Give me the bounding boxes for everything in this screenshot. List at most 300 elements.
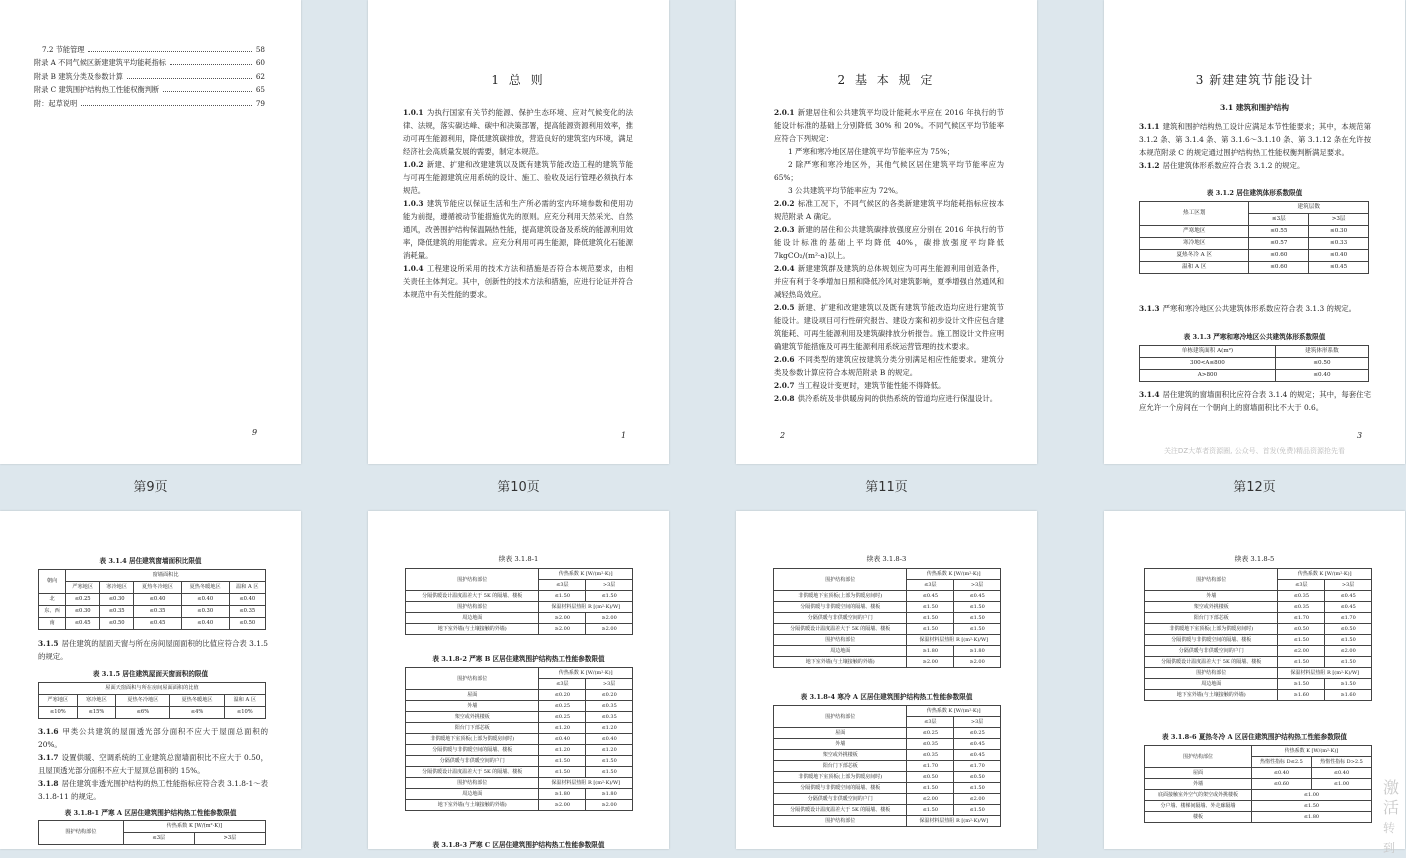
table-cell: 非供暖地下室顶板(上部为供暖房间时) (774, 772, 907, 783)
table-cell: ≤0.45 (954, 591, 1001, 602)
clause-number: 3.1.3 (1139, 304, 1160, 313)
table-cell: ≤1.50 (539, 756, 586, 767)
table-cell: ≤0.30 (66, 606, 100, 618)
table-cell: ≤0.50 (1325, 624, 1372, 635)
table-cell: ≤0.25 (539, 712, 586, 723)
table-header: 传热系数 K [W/(m²·K)] (539, 569, 633, 580)
table-cell: ≤1.70 (907, 761, 954, 772)
table-cell: ≤1.20 (539, 745, 586, 756)
table-cell: 围护结构部位 (774, 816, 907, 827)
table-row (1140, 262, 1369, 274)
table-row (39, 594, 266, 606)
toc-page: 79 (255, 99, 265, 108)
table-cell: 分隔供暖设计温度温差大于 5K 的隔墙、楼板 (1145, 657, 1278, 668)
clause-text: 3 公共建筑平均节能率应为 72%。 (788, 186, 903, 195)
table-cell: ≤0.40 (229, 594, 265, 606)
table-cell: ≤1.50 (954, 783, 1001, 794)
table-header: 传热系数 K [W/(m²·K)] (539, 668, 633, 679)
clause-number: 2.0.1 (774, 108, 795, 117)
clause-number: 2.0.6 (774, 355, 795, 364)
table-cell: ≤0.45 (954, 750, 1001, 761)
table-cell: ≤1.50 (954, 613, 1001, 624)
table-cell: ≤1.50 (907, 783, 954, 794)
table-row (774, 635, 1001, 646)
table-header: 围护结构部位 (406, 569, 539, 591)
table-cell: ≤1.00 (1251, 790, 1371, 801)
table-row (774, 750, 1001, 761)
document-page-14[interactable] (368, 511, 669, 849)
table-cell: ≤0.50 (229, 618, 265, 630)
table-cell: ≤1.80 (1251, 812, 1371, 823)
table-cell: ≤1.70 (954, 761, 1001, 772)
table-header: 传热系数 K [W/(m²·K)] (1251, 746, 1371, 757)
table-cell: 阳台门下部芯板 (406, 723, 539, 734)
table-cell: 分隔供暖与非供暖空间的户门 (774, 613, 907, 624)
table-header: >3层 (586, 580, 633, 591)
table-header: >3层 (194, 833, 265, 845)
table-cell: ≥2.00 (907, 657, 954, 668)
table-title: 表 3.1.8-4 寒冷 A 区居住建筑围护结构热工性能参数限值 (800, 693, 973, 701)
clause-text: 新建的居住和公共建筑碳排放强度应分别在 2016 年执行的节能设计标准的基础上平均降低 40%，碳排放强度平均降低 7kgCO₂/(m²·a)以上。 (774, 225, 1004, 260)
clause-text: 新建、扩建和改建建筑以及既有建筑节能改造工程的建筑节能与可再生能源建筑应用系统的设计、施工、验收及运行管理必须执行本规范。 (403, 160, 633, 195)
table-row (774, 761, 1001, 772)
body-text (38, 637, 268, 663)
table-cell: ≤2.00 (907, 794, 954, 805)
table-cell: ≤0.25 (66, 594, 100, 606)
table-cell: ≥2.00 (539, 613, 586, 624)
section-title: 3.1 建筑和围护结构 (1219, 103, 1289, 112)
toc-page: 65 (255, 85, 265, 94)
table-cell: ≤0.45 (907, 591, 954, 602)
table-cell: 地下室外墙(与土壤接触的外墙) (406, 624, 539, 635)
table-row (774, 591, 1001, 602)
table-row (406, 778, 633, 789)
table-cell: 围护结构部位 (774, 635, 907, 646)
table-cell: ≤0.45 (1309, 262, 1369, 274)
table-cell: ≤1.50 (586, 591, 633, 602)
table-cell: 外墙 (1145, 591, 1278, 602)
table-cell: ≤1.70 (1278, 613, 1325, 624)
table-cell: ≤0.40 (586, 734, 633, 745)
clause-text: 为执行国家有关节约能源、保护生态环境、应对气候变化的法律、法规，落实碳达峰、碳中和决策部署，提高能源资源利用效率，推动可再生能源利用，降低建筑碳排放，营造良好的建筑室内环境，满足经济社会高质量发展的需要，制定本规范。 (403, 108, 633, 156)
table-header: 传热系数 K [W/(m²·K)] (1278, 569, 1372, 580)
table-cell: 底面接触室外空气的架空或外挑楼板 (1145, 790, 1252, 801)
table-header: 严寒地区 (66, 582, 100, 594)
clause-text: 居住建筑的屋面天窗与所在房间屋面面积的比值应符合表 3.1.5 的规定。 (38, 639, 268, 661)
table-row (406, 613, 633, 624)
table-row (1145, 613, 1372, 624)
data-table (1144, 568, 1372, 701)
table-header: 围护结构部位 (774, 569, 907, 591)
body-text (1139, 388, 1371, 414)
table-row (39, 618, 266, 630)
table-header: ≤3层 (1249, 214, 1309, 226)
table-cell: ≥1.50 (1325, 679, 1372, 690)
clause-number: 1.0.4 (403, 264, 424, 273)
table-cell: ≤0.35 (229, 606, 265, 618)
table-cell: 分隔供暖与非供暖空间的隔墙、楼板 (774, 602, 907, 613)
clause-text: 新建居住和公共建筑平均设计能耗水平应在 2016 年执行的节能设计标准的基础上分别降低 30% 和 20%。不同气候区平均节能率应符合下列规定： (774, 108, 1004, 143)
document-page-16[interactable] (1104, 511, 1405, 849)
table-row (774, 783, 1001, 794)
table-header: 寒冷地区 (77, 695, 116, 707)
table-cell: 保温材料层热阻 R [(m²·K)/W] (539, 778, 633, 789)
table-cell: ≥2.00 (586, 800, 633, 811)
table-row (1145, 801, 1372, 812)
table-header: 热惰性指标 D>2.5 (1311, 757, 1371, 768)
table-cell: ≤0.45 (1325, 602, 1372, 613)
table-cell: ≤0.25 (954, 728, 1001, 739)
table-cell: ≥2.00 (586, 613, 633, 624)
clause-number: 2.0.7 (774, 381, 795, 390)
table-cell: 周边地面 (406, 613, 539, 624)
data-table (1139, 201, 1369, 274)
clause-text: 居住建筑体形系数应符合表 3.1.2 的规定。 (1162, 161, 1305, 170)
table-row (1145, 668, 1372, 679)
document-page-15[interactable] (736, 511, 1037, 849)
page-caption: 第11页 (865, 480, 908, 495)
clause-text: 标准工况下，不同气候区的各类新建建筑平均能耗指标应按本规范附录 A 确定。 (774, 199, 1004, 221)
table-cell: ≤1.50 (1278, 635, 1325, 646)
body-text (774, 106, 1004, 405)
clause-text: 严寒和寒冷地区公共建筑体形系数应符合表 3.1.3 的规定。 (1162, 304, 1357, 313)
clause-text: 建筑节能应以保证生活和生产所必需的室内环境参数和使用功能为前提，遵循被动节能措施优先的原则。应充分利用天然采光、自然通风，改善围护结构保温隔热性能，提高建筑设备及系统的能源利用效率，降低建筑的用能需求。应充分利用可再生能源，降低建筑化石能源消耗量。 (403, 199, 633, 260)
document-page-10[interactable] (368, 0, 669, 464)
table-cell: 北 (39, 594, 66, 606)
table-cell: ≤1.50 (586, 767, 633, 778)
table-cell: ≥1.80 (907, 646, 954, 657)
table-cell: ≤0.35 (586, 701, 633, 712)
table-cell: 保温材料层热阻 R [(m²·K)/W] (907, 816, 1001, 827)
table-header: 建筑层数 (1249, 202, 1369, 214)
table-cell: ≤1.50 (539, 767, 586, 778)
table-header: 热惰性指标 D≤2.5 (1251, 757, 1311, 768)
table-cell: 保温材料层热阻 R [(m²·K)/W] (539, 602, 633, 613)
page-caption: 第12页 (1233, 480, 1276, 495)
table-cell: ≤1.50 (907, 624, 954, 635)
table-row (406, 745, 633, 756)
watermark-line: 激活 (1383, 778, 1400, 817)
clause-number: 3.1.5 (38, 639, 59, 648)
table-cell: 分户墙、楼梯间隔墙、外走廊隔墙 (1145, 801, 1252, 812)
table-cell: ≤0.50 (907, 772, 954, 783)
table-cell: ≤1.50 (954, 602, 1001, 613)
clause-number: 2.0.3 (774, 225, 795, 234)
table-row (774, 739, 1001, 750)
table-row (406, 701, 633, 712)
table-row (1145, 591, 1372, 602)
table-header: 夏热冬暖地区 (170, 695, 224, 707)
table-cell: 周边地面 (406, 789, 539, 800)
clause-number: 2.0.8 (774, 394, 795, 403)
table-row (406, 624, 633, 635)
clause-number: 3.1.8 (38, 779, 59, 788)
table-cell: 非供暖地下室顶板(上部为供暖房间时) (406, 734, 539, 745)
table-cell: ≤1.50 (1278, 657, 1325, 668)
chapter-title: 3 新建建筑节能设计 (1195, 73, 1314, 87)
table-cell: ≤1.50 (1325, 657, 1372, 668)
table-cell: 保温材料层热阻 R [(m²·K)/W] (1278, 668, 1372, 679)
body-text (1139, 302, 1371, 315)
table-cell: ≤0.60 (1249, 250, 1309, 262)
table-header: >3层 (954, 580, 1001, 591)
table-row (1140, 370, 1369, 382)
table-cell: ≤0.40 (181, 594, 229, 606)
table-cell: 分隔供暖与非供暖空间的户门 (406, 756, 539, 767)
activation-watermark (1383, 778, 1406, 858)
table-cell: ≤0.40 (1275, 370, 1368, 382)
table-row (774, 613, 1001, 624)
table-cell: 寒冷地区 (1140, 238, 1249, 250)
table-cell: ≥2.00 (954, 657, 1001, 668)
table-continued-title: 续表 3.1.8-5 (1234, 555, 1275, 563)
table-cell: 东、西 (39, 606, 66, 618)
table-cell: ≤0.57 (1249, 238, 1309, 250)
table-cell: 分隔供暖设计温度温差大于 5K 的隔墙、楼板 (774, 805, 907, 816)
page-number: 9 (252, 428, 258, 437)
table-cell: ≤0.25 (539, 701, 586, 712)
table-cell: 地下室外墙(与土壤接触的外墙) (1145, 690, 1278, 701)
table-cell: ≤1.20 (539, 723, 586, 734)
toc-page: 60 (255, 58, 265, 67)
table-cell: 分隔供暖设计温度温差大于 5K 的隔墙、楼板 (406, 767, 539, 778)
data-table (38, 682, 266, 719)
table-cell: 楼板 (1145, 812, 1252, 823)
table-cell: ≤1.50 (1325, 635, 1372, 646)
table-header: 热工区划 (1140, 202, 1249, 226)
table-cell: ≤1.50 (907, 602, 954, 613)
table-cell: 架空或外挑楼板 (406, 712, 539, 723)
table-row (774, 805, 1001, 816)
document-page-9[interactable] (0, 0, 301, 464)
clause-text: 不同类型的建筑应按建筑分类分别满足相应性能要求。建筑分类及参数计算应符合本规范附录 B 的规定。 (774, 355, 1004, 377)
table-row (406, 789, 633, 800)
table-header: 寒冷地区 (100, 582, 134, 594)
data-table (38, 820, 266, 845)
table-row (1140, 238, 1369, 250)
table-cell: 严寒地区 (1140, 226, 1249, 238)
table-cell: ≥1.80 (539, 789, 586, 800)
table-row (1145, 635, 1372, 646)
table-cell: ≤1.50 (1251, 801, 1371, 812)
toc-entry[interactable] (34, 56, 265, 69)
table-cell: ≤1.20 (586, 723, 633, 734)
toc-label: 附：起草说明 (34, 99, 78, 108)
table-cell: ≤0.33 (1309, 238, 1369, 250)
table-row (1145, 602, 1372, 613)
footer-watermark: 关注DZ大革者资源圈, 公众号、首发(免费)精品资源抢先看 (1163, 447, 1346, 455)
table-cell: ≤0.60 (1249, 262, 1309, 274)
table-cell: ≥1.60 (1278, 690, 1325, 701)
clause-text: 1 严寒和寒冷地区居住建筑平均节能率应为 75%； (788, 147, 955, 156)
table-header: 夏热冬暖地区 (181, 582, 229, 594)
table-cell: 阳台门下部芯板 (774, 761, 907, 772)
page-number: 3 (1357, 431, 1363, 440)
table-row (1145, 812, 1372, 823)
table-header: 建筑体形系数 (1275, 346, 1368, 358)
table-row (406, 800, 633, 811)
clause-text: 居住建筑的窗墙面积比应符合表 3.1.4 的规定；其中，每套住宅应允许一个房间在一个朝向上的窗墙面积比不大于 0.6。 (1139, 390, 1371, 412)
data-table (1139, 345, 1369, 382)
table-continued-title: 续表 3.1.8-3 (866, 555, 907, 563)
body-text (38, 725, 268, 803)
table-cell: ≤0.25 (907, 728, 954, 739)
data-table (38, 569, 266, 630)
table-cell: 南 (39, 618, 66, 630)
clause-number: 2.0.2 (774, 199, 795, 208)
table-cell: 分隔供暖设计温度温差大于 5K 的隔墙、楼板 (406, 591, 539, 602)
table-row (1145, 790, 1372, 801)
body-text (1139, 120, 1371, 172)
table-cell: 围护结构部位 (1145, 668, 1278, 679)
table-cell: ≤1.50 (907, 613, 954, 624)
table-title: 表 3.1.8-2 严寒 B 区居住建筑围护结构热工性能参数限值 (432, 655, 605, 663)
table-cell: 保温材料层热阻 R [(m²·K)/W] (907, 635, 1001, 646)
table-row (1145, 779, 1372, 790)
table-cell: ≤0.50 (1278, 624, 1325, 635)
clause-text: 甲类公共建筑的屋面透光部分面积不应大于屋面总面积的 20%。 (38, 727, 268, 749)
table-cell: ≤1.50 (954, 805, 1001, 816)
table-cell: ≤1.50 (586, 756, 633, 767)
table-cell: ≥1.80 (954, 646, 1001, 657)
table-cell: 分隔供暖与非供暖空间的隔墙、楼板 (774, 783, 907, 794)
table-row (774, 657, 1001, 668)
table-cell: ≤0.45 (1325, 591, 1372, 602)
table-header: 围护结构部位 (406, 668, 539, 690)
table-header: 屋面天窗面积与所在房间屋面面积的比值 (39, 683, 266, 695)
table-row (774, 624, 1001, 635)
table-cell: 非供暖地下室顶板(上部为供暖房间时) (1145, 624, 1278, 635)
table-cell: ≤0.55 (1249, 226, 1309, 238)
data-table (773, 705, 1001, 827)
toc-entry[interactable] (34, 43, 265, 56)
table-header: 夏热冬冷地区 (134, 582, 182, 594)
table-cell: 阳台门下部芯板 (1145, 613, 1278, 624)
table-cell: ≤0.30 (181, 606, 229, 618)
table-title: 表 3.1.8-3 严寒 C 区居住建筑围护结构热工性能参数限值 (432, 841, 605, 849)
clause-text: 当工程设计变更时，建筑节能性能不得降低。 (797, 381, 946, 390)
table-cell: 分隔供暖与非供暖空间的户门 (1145, 646, 1278, 657)
toc-entry[interactable] (34, 70, 265, 83)
table-header: >3层 (1309, 214, 1369, 226)
table-cell: ≤0.40 (1251, 768, 1311, 779)
table-header: >3层 (1325, 580, 1372, 591)
toc-entry[interactable] (34, 97, 265, 110)
table-title: 表 3.1.5 居住建筑屋面天窗面积的限值 (92, 670, 209, 678)
toc-entry[interactable] (34, 83, 265, 96)
table-row (774, 728, 1001, 739)
table-cell: 温和 A 区 (1140, 262, 1249, 274)
table-header: 围护结构部位 (1145, 569, 1278, 591)
table-header: ≤3层 (1278, 580, 1325, 591)
table-row (406, 723, 633, 734)
table-row (774, 794, 1001, 805)
table-cell: ≤1.70 (1325, 613, 1372, 624)
table-cell: 架空或外挑楼板 (774, 750, 907, 761)
table-row (1140, 226, 1369, 238)
table-row (1140, 358, 1369, 370)
table-cell: ≤15% (77, 707, 116, 719)
document-page-13[interactable] (0, 511, 301, 849)
table-title: 表 3.1.8-1 严寒 A 区居住建筑围护结构热工性能参数限值 (64, 809, 237, 817)
toc-label: 7.2 节能管理 (42, 45, 85, 54)
table-row (1145, 646, 1372, 657)
table-header: ≤3层 (539, 580, 586, 591)
clause-number: 3.1.7 (38, 753, 59, 762)
table-cell: ≤0.35 (1278, 591, 1325, 602)
table-cell: 围护结构部位 (406, 778, 539, 789)
table-row (406, 756, 633, 767)
data-table (405, 568, 633, 635)
table-cell: ≤0.40 (134, 594, 182, 606)
clause-text: 新建建筑群及建筑的总体规划应为可再生能源利用创造条件，并应有利于冬季增加日照和降低冷风对建筑影响，夏季增强自然通风和减轻热岛效应。 (774, 264, 1004, 299)
table-row (406, 712, 633, 723)
table-header: 温和 A 区 (224, 695, 265, 707)
table-header: 温和 A 区 (229, 582, 265, 594)
table-cell: ≥2.00 (539, 800, 586, 811)
table-row (406, 602, 633, 613)
table-header: 传热系数 K [W/(m²·K)] (907, 706, 1001, 717)
table-header: ≤3层 (907, 580, 954, 591)
document-page-11[interactable] (736, 0, 1037, 464)
table-cell: ≤0.35 (907, 739, 954, 750)
table-cell: 地下室外墙(与土壤接触的外墙) (406, 800, 539, 811)
table-header: 窗墙面积比 (66, 570, 266, 582)
clause-text: 居住建筑非透光围护结构的热工性能指标应符合表 3.1.8-1～表 3.1.8-11 的规定。 (38, 779, 268, 801)
watermark-line: 转到 (1383, 821, 1396, 855)
table-cell: ≤0.50 (954, 772, 1001, 783)
table-cell: ≤0.35 (1278, 602, 1325, 613)
table-row (774, 816, 1001, 827)
chapter-title: 1 总 则 (491, 73, 546, 87)
table-continued-title: 续表 3.1.8-1 (498, 555, 539, 563)
table-cell: 外墙 (774, 739, 907, 750)
clause-number: 3.1.6 (38, 727, 59, 736)
table-cell: 外墙 (406, 701, 539, 712)
table-cell: ≤0.35 (586, 712, 633, 723)
table-cell: ≤0.50 (1275, 358, 1368, 370)
table-row (406, 734, 633, 745)
table-cell: 分隔供暖与非供暖空间的隔墙、楼板 (406, 745, 539, 756)
table-cell: ≤0.45 (954, 739, 1001, 750)
table-row (406, 690, 633, 701)
table-cell: ≤2.00 (1278, 646, 1325, 657)
clause-number: 3.1.1 (1139, 122, 1160, 131)
document-page-12[interactable] (1104, 0, 1405, 464)
table-cell: 围护结构部位 (406, 602, 539, 613)
table-cell: ≤0.45 (66, 618, 100, 630)
table-header: 传热系数 K [W/(m²·K)] (907, 569, 1001, 580)
clause-number: 3.1.2 (1139, 161, 1160, 170)
table-cell: ≤1.50 (907, 805, 954, 816)
table-cell: ≤6% (116, 707, 170, 719)
body-text (403, 106, 633, 301)
table-cell: ≤0.50 (100, 618, 134, 630)
table-row (774, 646, 1001, 657)
table-title: 表 3.1.4 居住建筑窗墙面积比限值 (99, 557, 202, 565)
table-header: >3层 (954, 717, 1001, 728)
table-cell: ≤1.50 (539, 591, 586, 602)
table-row (1140, 250, 1369, 262)
table-cell: ≥1.50 (1278, 679, 1325, 690)
clause-text: 新建、扩建和改建建筑以及既有建筑节能改造均应进行建筑节能设计。建设项目可行性研究报告、建设方案和初步设计文件应包含建筑能耗、可再生能源利用及建筑碳排放分析报告。施工图设计文件应明确建筑节能措施及可再生能源利用系统运营管理的技术要求。 (774, 303, 1004, 351)
table-header: 严寒地区 (39, 695, 78, 707)
table-row (1145, 768, 1372, 779)
data-table (405, 667, 633, 811)
table-header: 围护结构部位 (1145, 746, 1252, 768)
toc-label: 附录 A 不同气候区新建建筑平均能耗指标 (34, 58, 166, 67)
table-cell: ≤0.35 (100, 606, 134, 618)
